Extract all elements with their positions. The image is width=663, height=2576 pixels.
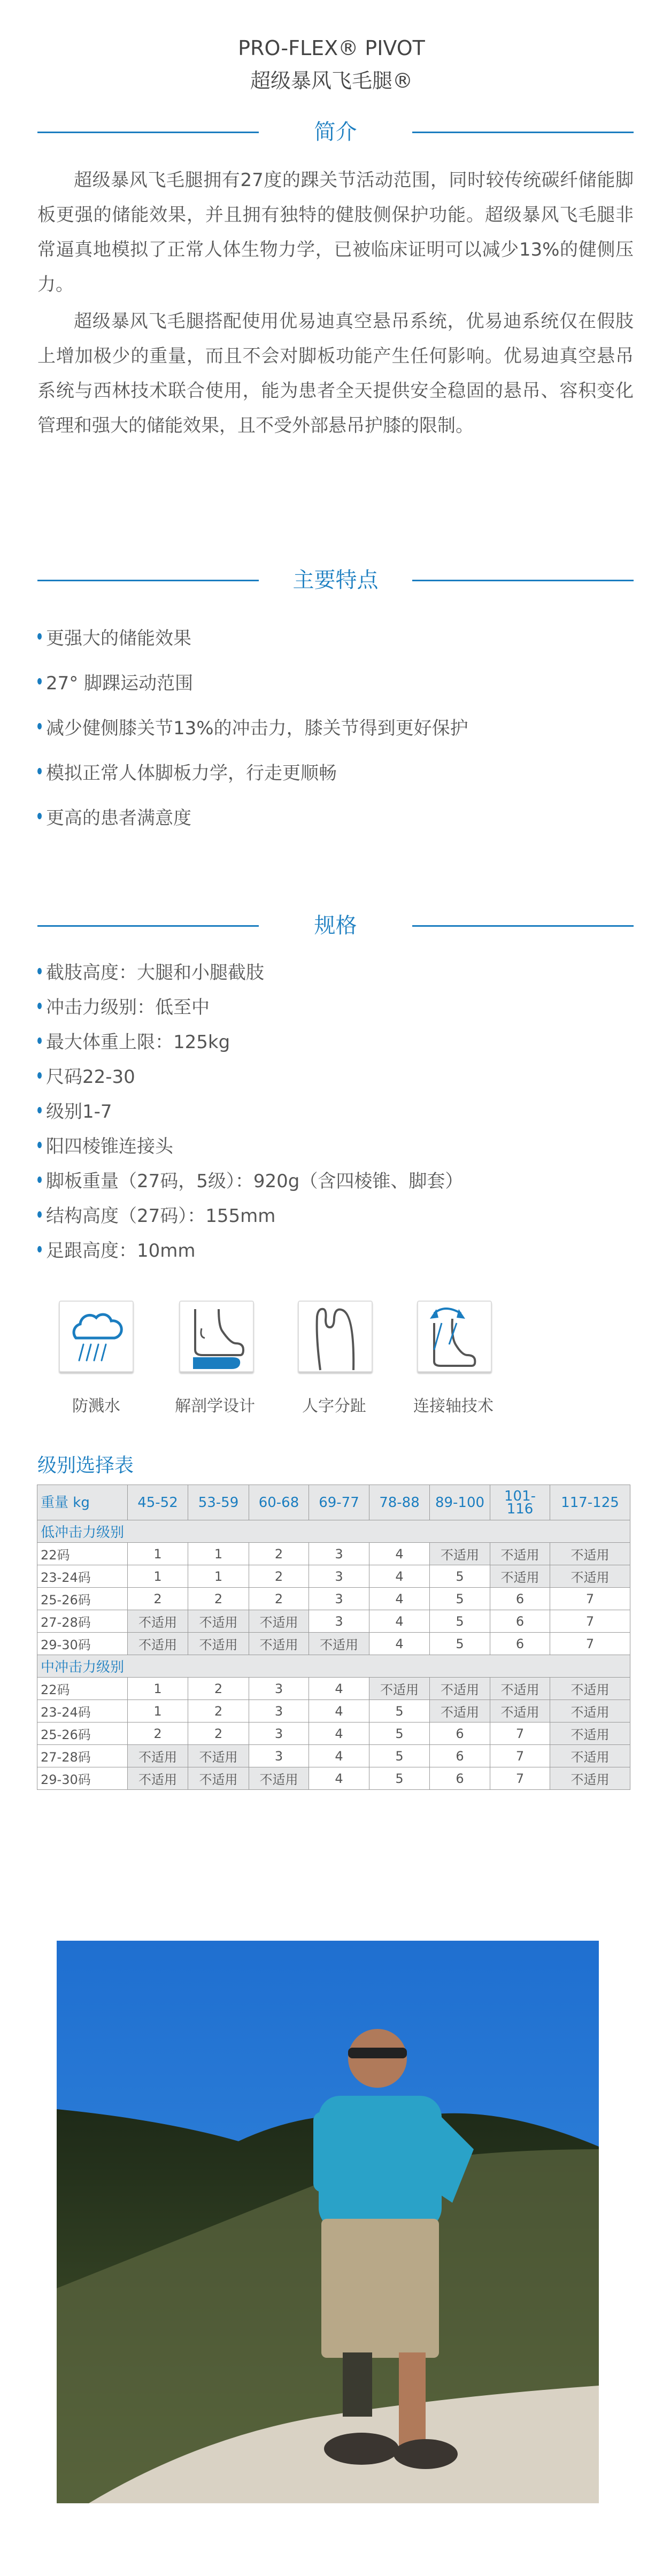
rain-cloud-icon (59, 1301, 134, 1372)
icon-label: 防溅水 (72, 1397, 120, 1416)
level-cell: 不适用 (188, 1633, 249, 1655)
level-cell: 4 (369, 1610, 430, 1633)
bullet-icon (37, 813, 42, 819)
level-cell: 1 (128, 1678, 188, 1700)
spec-item (37, 1162, 634, 1197)
level-cell: 不适用 (188, 1745, 249, 1767)
size-cell: 27-28码 (37, 1745, 128, 1767)
level-cell: 2 (249, 1565, 309, 1588)
level-cell: 2 (249, 1588, 309, 1610)
level-cell: 2 (188, 1700, 249, 1723)
bullet-icon (37, 1003, 42, 1009)
level-cell: 不适用 (249, 1633, 309, 1655)
size-cell: 25-26码 (37, 1588, 128, 1610)
spec-text: 尺码22-30 (46, 1066, 135, 1088)
spec-text: 足跟高度：10mm (46, 1240, 196, 1262)
size-cell: 22码 (37, 1678, 128, 1700)
level-cell: 3 (309, 1610, 369, 1633)
size-cell: 25-26码 (37, 1723, 128, 1745)
level-selection-table (37, 1485, 630, 1790)
level-cell: 6 (490, 1610, 550, 1633)
level-cell: 3 (249, 1745, 309, 1767)
spec-item (37, 953, 634, 988)
bullet-icon (37, 633, 42, 640)
column-header: 重量 kg (37, 1485, 128, 1520)
bullet-icon (37, 1037, 42, 1044)
size-cell: 23-24码 (37, 1700, 128, 1723)
level-cell: 2 (128, 1588, 188, 1610)
specs-heading (37, 912, 634, 939)
level-cell: 不适用 (490, 1565, 550, 1588)
bullet-icon (37, 1211, 42, 1218)
level-cell: 4 (369, 1588, 430, 1610)
level-cell: 5 (430, 1610, 490, 1633)
bullet-icon (37, 968, 42, 974)
bullet-icon (37, 723, 42, 729)
group-label: 中冲击力级别 (37, 1655, 630, 1678)
spec-text: 阳四棱锥连接头 (46, 1136, 173, 1157)
spec-text: 截肢高度：大腿和小腿截肢 (46, 962, 264, 983)
icon-label: 连接轴技术 (413, 1397, 494, 1416)
size-cell: 29-30码 (37, 1633, 128, 1655)
divider (412, 580, 634, 581)
spec-item (37, 988, 634, 1023)
features-heading-text: 主要特点 (292, 568, 379, 593)
level-cell: 5 (430, 1633, 490, 1655)
level-cell: 1 (128, 1543, 188, 1565)
column-header: 78-88 (369, 1485, 430, 1520)
level-cell: 4 (309, 1700, 369, 1723)
feature-text: 更强大的储能效果 (46, 627, 191, 649)
level-cell: 2 (188, 1723, 249, 1745)
intro-paragraph-2: 超级暴风飞毛腿搭配使用优易迪真空悬吊系统，优易迪系统仅在假肢上增加极少的重量，而且不会对脚板功能产生任何影响。优易迪真空悬吊系统与西林技术联合使用，能为患者全天提供安全稳固的悬吊、容积变化管理和强大的储能效果，且不受外部悬吊护膝的限制。 (37, 311, 634, 436)
level-cell: 6 (430, 1767, 490, 1790)
level-cell: 6 (430, 1745, 490, 1767)
level-cell: 4 (309, 1745, 369, 1767)
level-cell: 不适用 (430, 1700, 490, 1723)
group-label: 低冲击力级别 (37, 1520, 630, 1543)
table-row (37, 1543, 630, 1565)
level-cell: 7 (550, 1633, 630, 1655)
level-cell: 不适用 (128, 1610, 188, 1633)
level-cell: 1 (188, 1543, 249, 1565)
level-cell: 3 (249, 1700, 309, 1723)
features-heading (37, 567, 634, 594)
table-row (37, 1588, 630, 1610)
level-cell: 不适用 (309, 1633, 369, 1655)
level-cell: 不适用 (550, 1565, 630, 1588)
product-title-en: PRO-FLEX® PIVOT (238, 36, 425, 60)
spec-item (37, 1232, 634, 1266)
spec-text: 结构高度（27码）：155mm (46, 1205, 276, 1227)
level-cell: 4 (309, 1678, 369, 1700)
level-cell: 6 (490, 1633, 550, 1655)
size-cell: 23-24码 (37, 1565, 128, 1588)
level-cell: 4 (309, 1767, 369, 1790)
spec-item (37, 1093, 634, 1127)
spec-item (37, 1197, 634, 1232)
specs-heading-text: 规格 (314, 913, 357, 938)
level-cell: 不适用 (550, 1745, 630, 1767)
column-header: 117-125 (550, 1485, 630, 1520)
level-cell: 不适用 (550, 1767, 630, 1790)
feature-item (37, 704, 634, 749)
level-cell: 5 (430, 1588, 490, 1610)
level-cell: 不适用 (249, 1767, 309, 1790)
level-cell: 2 (188, 1678, 249, 1700)
specs-list (37, 953, 634, 1266)
bullet-icon (37, 678, 42, 685)
level-cell: 2 (249, 1543, 309, 1565)
level-cell: 7 (550, 1588, 630, 1610)
spec-text: 脚板重量（27码，5级）：920g（含四棱锥、脚套） (46, 1171, 464, 1192)
column-header: 101-116 (490, 1485, 550, 1520)
level-cell: 4 (369, 1543, 430, 1565)
table-row (37, 1565, 630, 1588)
divider (412, 132, 634, 133)
feature-text: 模拟正常人体脚板力学，行走更顺畅 (46, 762, 337, 784)
level-cell: 3 (309, 1588, 369, 1610)
level-cell: 5 (369, 1767, 430, 1790)
column-header: 69-77 (309, 1485, 369, 1520)
level-cell: 7 (490, 1723, 550, 1745)
icon-label: 解剖学设计 (175, 1397, 255, 1416)
level-cell: 不适用 (550, 1700, 630, 1723)
level-cell: 6 (430, 1723, 490, 1745)
level-cell: 不适用 (128, 1745, 188, 1767)
level-cell: 7 (490, 1767, 550, 1790)
level-cell: 不适用 (188, 1610, 249, 1633)
level-cell: 4 (309, 1723, 369, 1745)
level-cell: 5 (369, 1723, 430, 1745)
bullet-icon (37, 1072, 42, 1079)
level-cell: 2 (188, 1588, 249, 1610)
level-cell: 不适用 (550, 1543, 630, 1565)
spec-item (37, 1058, 634, 1093)
product-photo (57, 1941, 599, 2503)
level-cell: 3 (249, 1678, 309, 1700)
column-header: 53-59 (188, 1485, 249, 1520)
spec-text: 级别1-7 (46, 1101, 112, 1122)
level-cell: 不适用 (490, 1700, 550, 1723)
foot-anatomy-icon (179, 1301, 254, 1372)
level-cell: 4 (369, 1633, 430, 1655)
table-row (37, 1745, 630, 1767)
level-cell: 不适用 (550, 1723, 630, 1745)
level-cell: 不适用 (490, 1543, 550, 1565)
size-cell: 27-28码 (37, 1610, 128, 1633)
level-cell: 不适用 (369, 1678, 430, 1700)
level-cell: 7 (550, 1610, 630, 1633)
feature-text: 减少健侧膝关节13%的冲击力，膝关节得到更好保护 (46, 717, 468, 739)
bullet-icon (37, 1142, 42, 1148)
size-cell: 29-30码 (37, 1767, 128, 1790)
feature-text: 更高的患者满意度 (46, 807, 191, 829)
size-cell: 22码 (37, 1543, 128, 1565)
level-cell: 不适用 (550, 1678, 630, 1700)
level-cell: 7 (490, 1745, 550, 1767)
table-row (37, 1610, 630, 1633)
bullet-icon (37, 768, 42, 774)
level-cell: 2 (128, 1723, 188, 1745)
divider (412, 925, 634, 927)
bullet-icon (37, 1176, 42, 1183)
table-row (37, 1633, 630, 1655)
level-cell: 4 (369, 1565, 430, 1588)
table-row (37, 1678, 630, 1700)
level-cell: 不适用 (188, 1767, 249, 1790)
split-toe-icon (298, 1301, 373, 1372)
table-header-row (37, 1485, 630, 1520)
level-cell: 不适用 (430, 1678, 490, 1700)
column-header: 60-68 (249, 1485, 309, 1520)
level-cell: 6 (490, 1588, 550, 1610)
bullet-icon (37, 1107, 42, 1113)
level-cell: 1 (128, 1700, 188, 1723)
table-row (37, 1700, 630, 1723)
intro-heading-text: 简介 (314, 120, 357, 144)
feature-item (37, 659, 634, 704)
table-row (37, 1767, 630, 1790)
bullet-icon (37, 1246, 42, 1252)
level-cell: 5 (369, 1700, 430, 1723)
level-cell: 3 (249, 1723, 309, 1745)
feature-item (37, 749, 634, 794)
level-cell: 5 (430, 1565, 490, 1588)
spec-text: 最大体重上限：125kg (46, 1032, 230, 1053)
features-list (37, 614, 634, 839)
icon-label: 人字分趾 (302, 1397, 366, 1416)
level-cell: 不适用 (128, 1633, 188, 1655)
feature-item (37, 794, 634, 839)
group-row (37, 1520, 630, 1543)
table-row (37, 1723, 630, 1745)
spec-text: 冲击力级别：低至中 (46, 997, 210, 1018)
intro-paragraph-1: 超级暴风飞毛腿拥有27度的踝关节活动范围，同时较传统碳纤储能脚板更强的储能效果，并且拥有独特的健肢侧保护功能。超级暴风飞毛腿非常逼真地模拟了正常人体生物力学，已被临床证明可以减少13%的健侧压力。 (37, 170, 634, 295)
spec-item (37, 1023, 634, 1058)
column-header: 45-52 (128, 1485, 188, 1520)
level-cell: 3 (309, 1543, 369, 1565)
product-title-cn: 超级暴风飞毛腿® (250, 69, 413, 93)
level-cell: 5 (369, 1745, 430, 1767)
level-cell: 不适用 (128, 1767, 188, 1790)
pivot-ankle-icon (417, 1301, 492, 1372)
feature-item (37, 614, 634, 659)
column-header: 89-100 (430, 1485, 490, 1520)
level-cell: 1 (128, 1565, 188, 1588)
intro-heading (37, 119, 634, 145)
group-row (37, 1655, 630, 1678)
level-cell: 不适用 (430, 1543, 490, 1565)
level-cell: 1 (188, 1565, 249, 1588)
table-title: 级别选择表 (37, 1455, 134, 1477)
feature-text: 27° 脚踝运动范围 (46, 672, 194, 694)
level-cell: 3 (309, 1565, 369, 1588)
level-cell: 不适用 (249, 1610, 309, 1633)
spec-item (37, 1127, 634, 1162)
level-cell: 不适用 (490, 1678, 550, 1700)
